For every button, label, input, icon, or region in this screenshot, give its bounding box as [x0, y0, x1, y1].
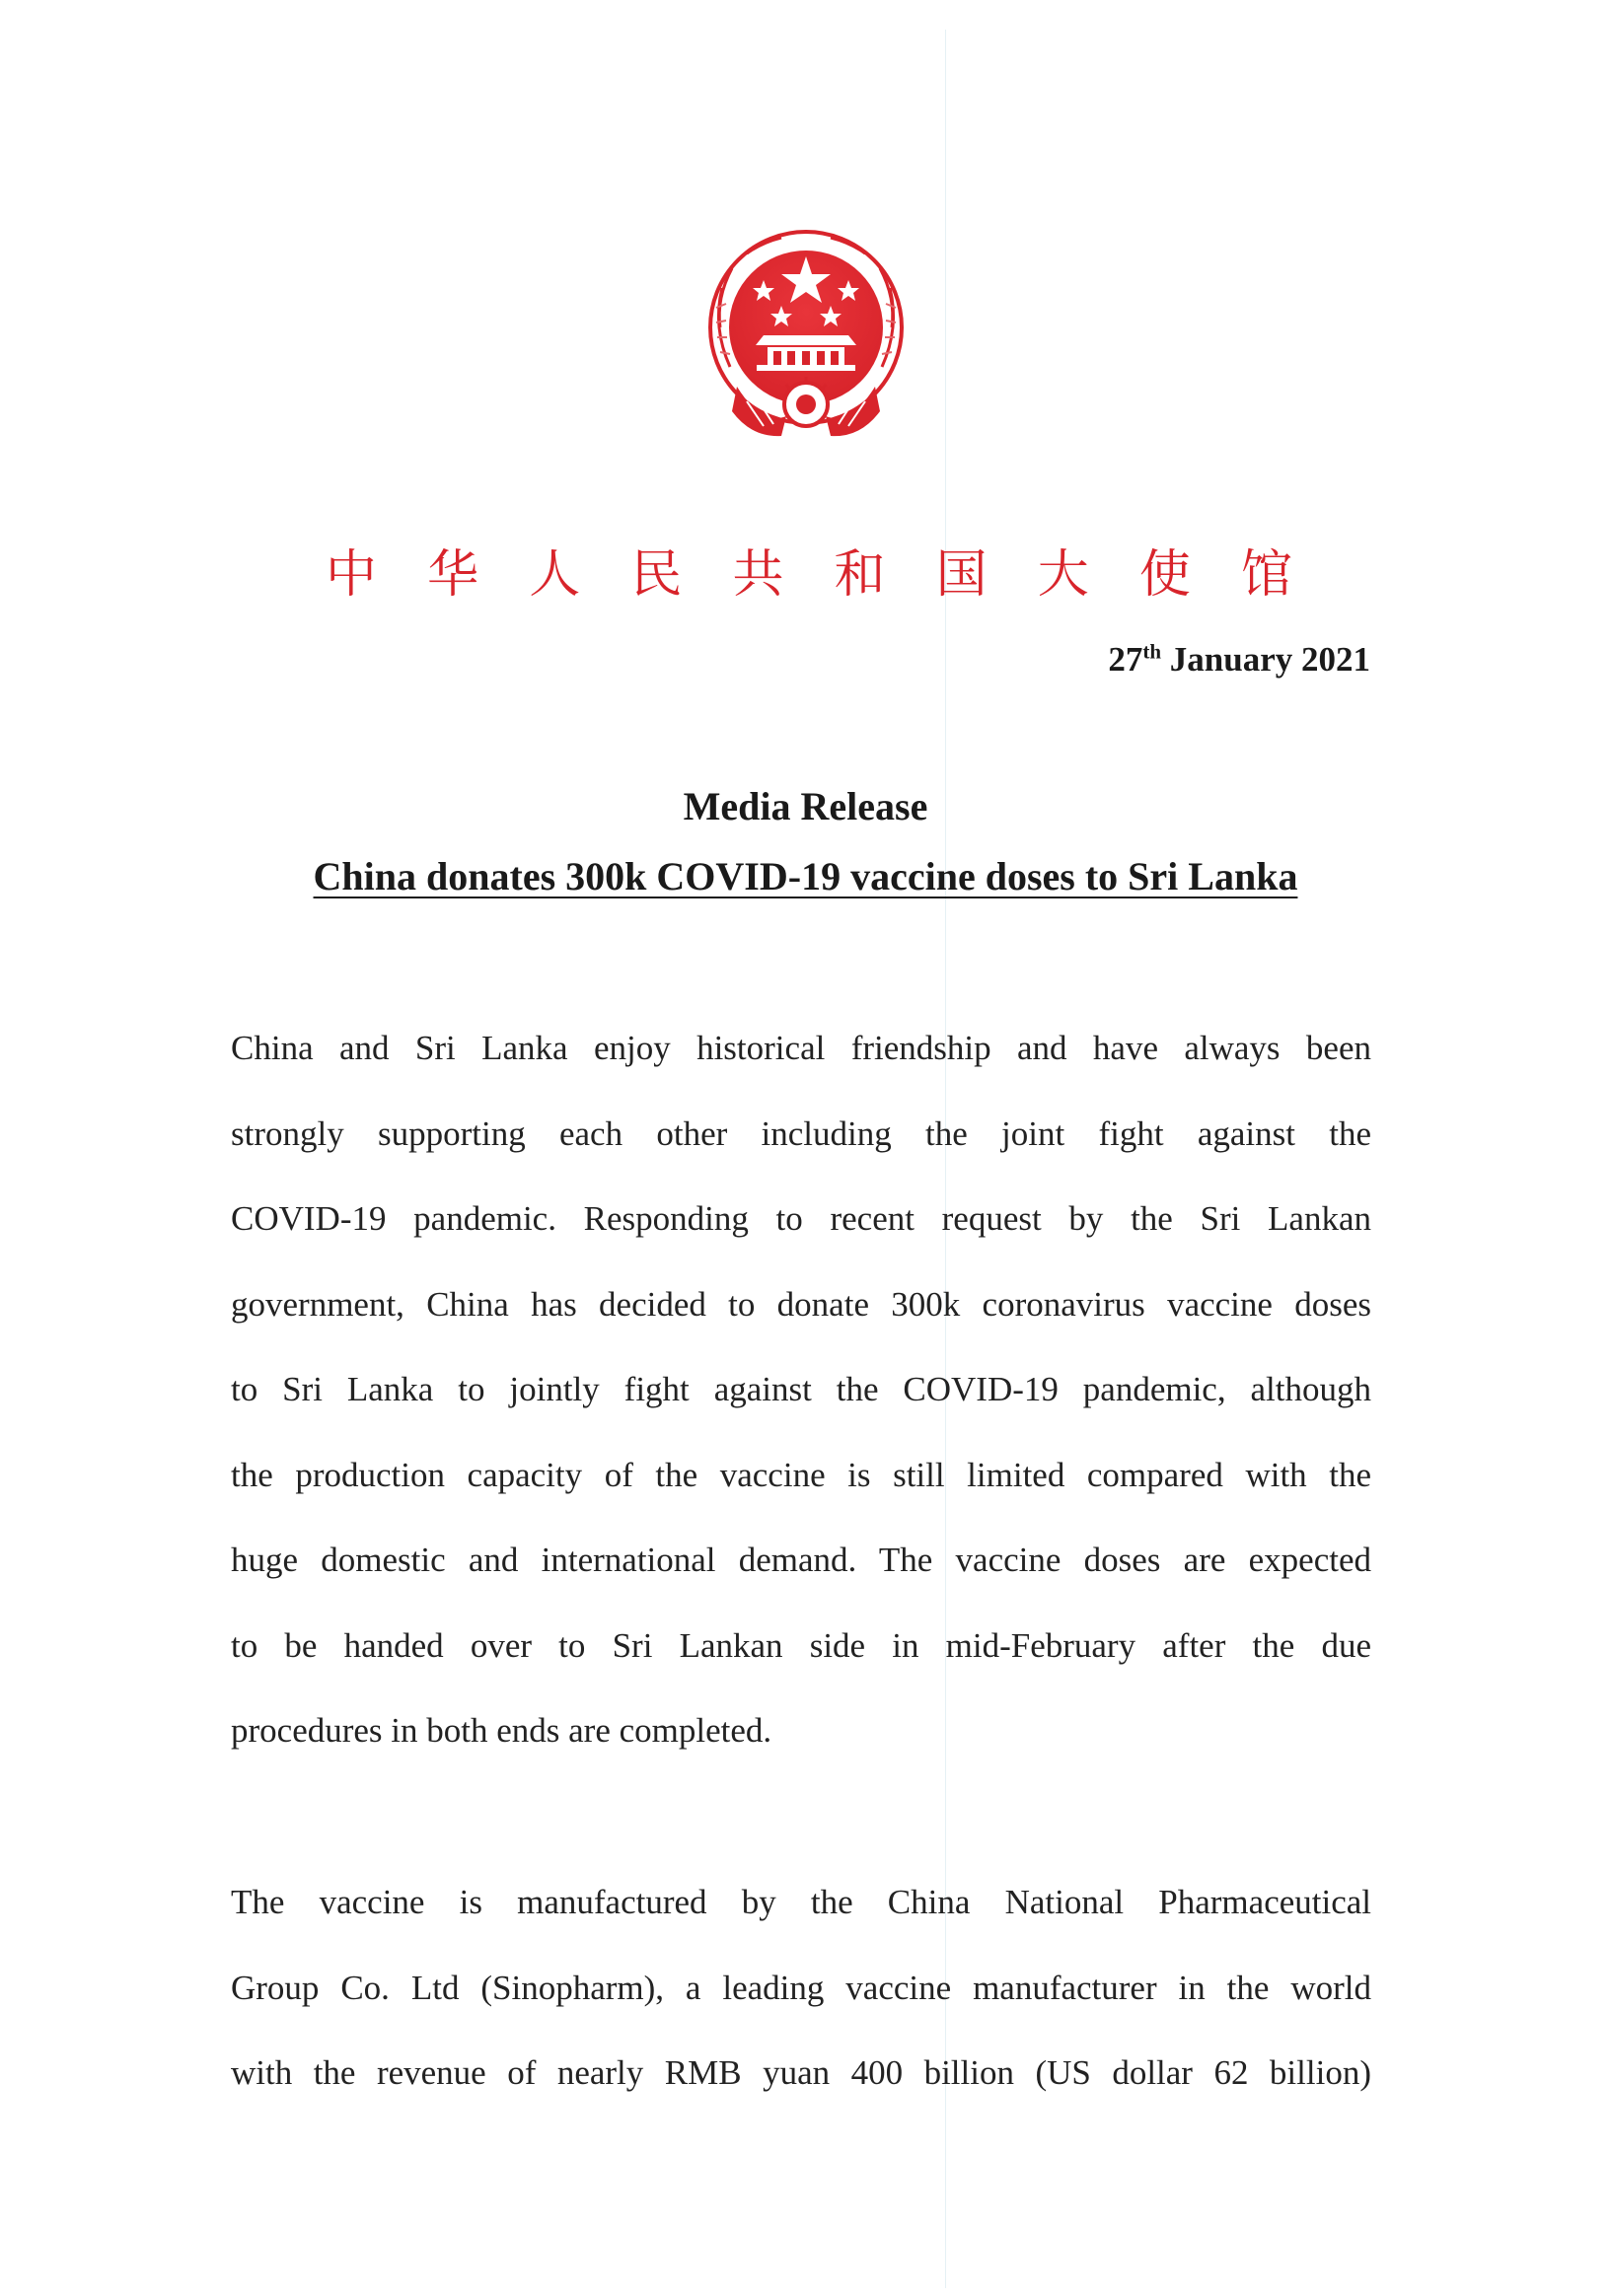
paragraph-line: China and Sri Lanka enjoy historical friendship and have always been: [231, 1029, 1371, 1067]
paragraph-line: procedures in both ends are completed.: [231, 1711, 772, 1750]
national-emblem-icon: [702, 229, 910, 448]
date-suffix: th: [1142, 639, 1162, 664]
embassy-name-char: 馆: [1240, 545, 1292, 605]
paragraph-line: the production capacity of the vaccine is still limited compared with the: [231, 1455, 1371, 1494]
paragraph-line: COVID-19 pandemic. Responding to recent request by the Sri Lankan: [231, 1199, 1371, 1238]
body-paragraph-2: [231, 1860, 1371, 2117]
embassy-name-char: 使: [1138, 545, 1191, 605]
paragraph-line: The vaccine is manufactured by the China National Pharmaceutical: [231, 1883, 1371, 1921]
embassy-name-char: 华: [427, 545, 479, 605]
release-label: Media Release: [683, 784, 928, 828]
embassy-name-char: 民: [630, 545, 683, 605]
embassy-name-char: 和: [834, 545, 886, 605]
body-paragraph-1: [231, 1006, 1371, 1774]
embassy-name-char: 中: [326, 545, 378, 605]
paragraph-line: Group Co. Ltd (Sinopharm), a leading vaccine manufacturer in the world: [231, 1968, 1371, 2007]
embassy-name-char: 人: [529, 545, 581, 605]
date-day: 27: [1108, 640, 1143, 679]
embassy-name-char: 共: [732, 545, 784, 605]
paragraph-line: government, China has decided to donate 300k coronavirus vaccine doses: [231, 1284, 1371, 1324]
paragraph-line: strongly supporting each other including the joint fight against the: [231, 1113, 1371, 1153]
paragraph-line: to Sri Lanka to jointly fight against the COVID-19 pandemic, although: [231, 1370, 1371, 1408]
paragraph-line: to be handed over to Sri Lankan side in mid-February after the due: [231, 1625, 1371, 1665]
embassy-name-char: 国: [935, 545, 988, 605]
embassy-name-char: 大: [1037, 545, 1089, 605]
release-headline: China donates 300k COVID-19 vaccine doses to Sri Lanka: [313, 854, 1298, 898]
embassy-name-heading: [326, 540, 1292, 610]
date-month-year: January 2021: [1161, 640, 1370, 679]
paragraph-line: huge domestic and international demand. The vaccine doses are expected: [231, 1541, 1371, 1579]
paragraph-line: with the revenue of nearly RMB yuan 400 billion (US dollar 62 billion): [231, 2053, 1371, 2092]
release-date: [1108, 635, 1370, 684]
